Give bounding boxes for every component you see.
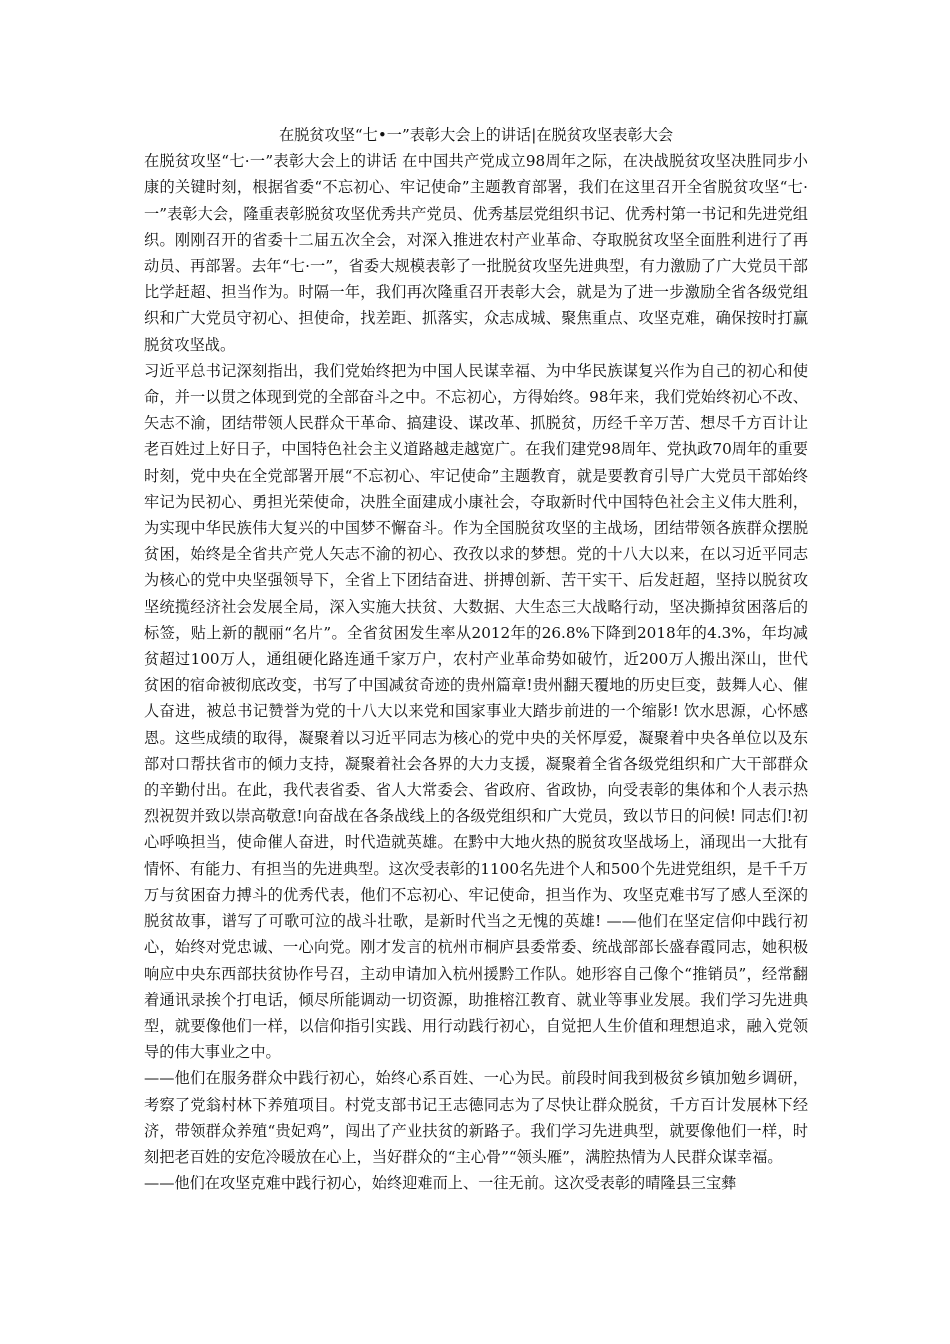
paragraph-serve-masses: ——他们在服务群众中践行初心，始终心系百姓、一心为民。前段时间我到极贫乡镇加勉乡调研，考察了党翁村林下养殖项目。村党支部书记王志德同志为了尽快让群众脱贫，千方百计发展林下经济，带领群众养殖“贵妃鸡”，闯出了产业扶贫的新路子。我们学习先进典型，就要像他们一样，时刻把老百姓的安危冷暖放在心上，当好群众的“主心骨”“领头雁”，满腔热情为人民群众谋幸福。	[144, 1069, 808, 1166]
paragraph-intro: 在脱贫攻坚“七·一”表彰大会上的讲话 在中国共产党成立98周年之际，在决战脱贫攻坚决胜同步小康的关键时刻，根据省委“不忘初心、牢记使命”主题教育部署，我们在这里召开全省脱贫攻坚“七·一”表彰大会，隆重表彰脱贫攻坚优秀共产党员、优秀基层党组织书记、优秀村第一书记和先进党组织。刚刚召开的省委十二届五次全会，对深入推进农村产业革命、夺取脱贫攻坚全面胜利进行了再动员、再部署。去年“七·一”，省委大规模表彰了一批脱贫攻坚先进典型，有力激励了广大党员干部比学赶超、担当作为。时隔一年，我们再次隆重召开表彰大会，就是为了进一步激励全省各级党组织和广大党员守初心、担使命，找差距、抓落实，众志成城、聚焦重点、攻坚克难，确保按时打赢脱贫攻坚战。	[144, 152, 808, 354]
document-title: 在脱贫攻坚“七•一”表彰大会上的讲话|在脱贫攻坚表彰大会	[278, 126, 674, 144]
paragraph-main: 习近平总书记深刻指出，我们党始终把为中国人民谋幸福、为中华民族谋复兴作为自己的初心和使命，并一以贯之体现到党的全部奋斗之中。不忘初心，方得始终。98年来，我们党始终初心不改、矢志不渝，团结带领人民群众干革命、搞建设、谋改革、抓脱贫，历经千辛万苦、想尽千方百计让老百姓过上好日子，中国特色社会主义道路越走越宽广。在我们建党98周年、党执政70周年的重要时刻，党中央在全党部署开展“不忘初心、牢记使命”主题教育，就是要教育引导广大党员干部始终牢记为民初心、勇担光荣使命，决胜全面建成小康社会，夺取新时代中国特色社会主义伟大胜利，为实现中华民族伟大复兴的中国梦不懈奋斗。作为全国脱贫攻坚的主战场，团结带领各族群众摆脱贫困，始终是全省共产党人矢志不渝的初心、孜孜以求的梦想。党的十八大以来，在以习近平同志为核心的党中央坚强领导下，全省上下团结奋进、拼搏创新、苦干实干、后发赶超，坚持以脱贫攻坚统揽经济社会发展全局，深入实施大扶贫、大数据、大生态三大战略行动，坚决撕掉贫困落后的标签，贴上新的靓丽“名片”。全省贫困发生率从2012年的26.8%下降到2018年的4.3%，年均减贫超过100万人，通组硬化路连通千家万户，农村产业革命势如破竹，近200万人搬出深山，世代贫困的宿命被彻底改变，书写了中国减贫奇迹的贵州篇章!贵州翻天覆地的历史巨变，鼓舞人心、催人奋进，被总书记赞誉为党的十八大以来党和国家事业大踏步前进的一个缩影! 饮水思源，心怀感恩。这些成绩的取得，凝聚着以习近平同志为核心的党中央的关怀厚爱，凝聚着中央各单位以及东部对口帮扶省市的倾力支持，凝聚着社会各界的大力支援，凝聚着全省各级党组织和广大干部群众的辛勤付出。在此，我代表省委、省人大常委会、省政府、省政协，向受表彰的集体和个人表示热烈祝贺并致以崇高敬意!向奋战在各条战线上的各级党组织和广大党员，致以节日的问候! 同志们!初心呼唤担当，使命催人奋进，时代造就英雄。在黔中大地火热的脱贫攻坚战场上，涌现出一大批有情怀、有能力、有担当的先进典型。这次受表彰的1100名先进个人和500个先进党组织，是千千万万与贫困奋力搏斗的优秀代表，他们不忘初心、牢记使命，担当作为、攻坚克难书写了感人至深的脱贫故事，谱写了可歌可泣的战斗壮歌，是新时代当之无愧的英雄! ——他们在坚定信仰中践行初心，始终对党忠诚、一心向党。刚才发言的杭州市桐庐县委常委、统战部部长盛春霞同志，她积极响应中央东西部扶贫协作号召，主动申请加入杭州援黔工作队。她形容自己像个“推销员”，经常翻着通讯录挨个打电话，倾尽所能调动一切资源，助推榕江教育、就业等事业发展。我们学习先进典型，就要像他们一样，以信仰指引实践、用行动践行初心，自觉把人生价值和理想追求，融入党领导的伟大事业之中。	[144, 361, 808, 1062]
paragraph-overcome-difficulties: ——他们在攻坚克难中践行初心，始终迎难而上、一往无前。这次受表彰的晴隆县三宝彝	[144, 1174, 737, 1193]
document-page	[144, 122, 808, 1196]
